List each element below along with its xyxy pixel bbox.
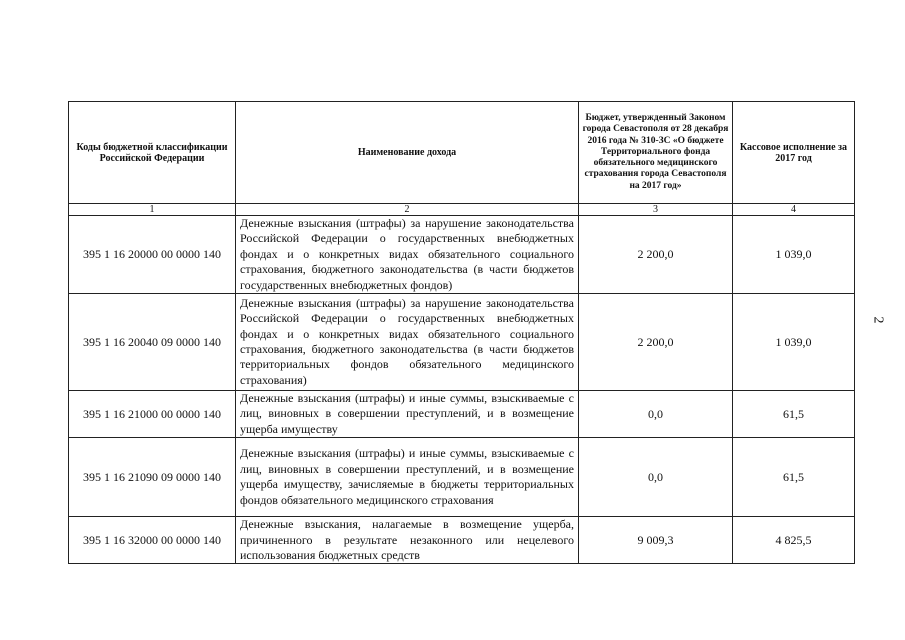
approved-budget-value: 2 200,0 (579, 294, 733, 391)
table-row (69, 216, 855, 294)
cash-execution-value: 1 039,0 (733, 216, 855, 294)
budget-code: 395 1 16 21000 00 0000 140 (69, 391, 236, 438)
page-number: 2 (870, 316, 886, 324)
approved-budget-value: 0,0 (579, 438, 733, 517)
table-row (69, 391, 855, 438)
budget-code: 395 1 16 20000 00 0000 140 (69, 216, 236, 294)
header-approved-budget: Бюджет, утвержденный Законом города Севастополя от 28 декабря 2016 года № 310-ЗС «О бюджете Территориального фонда обязательного медицинского страхования города Севастополя на 2017 год» (579, 102, 733, 204)
column-number: 1 (69, 204, 236, 216)
column-number-row (69, 204, 855, 216)
table-row (69, 438, 855, 517)
cash-execution-value: 61,5 (733, 438, 855, 517)
table-row (69, 294, 855, 391)
header-cash-execution: Кассовое исполнение за 2017 год (733, 102, 855, 204)
income-name: Денежные взыскания (штрафы) и иные суммы, взыскиваемые с лиц, виновных в совершении преступлений, и в возмещение ущерба имуществу, зачисляемые в бюджеты территориальных фондов обязательного медицинского страхования (236, 438, 579, 517)
table-header-row (69, 102, 855, 204)
header-income-name: Наименование дохода (236, 102, 579, 204)
budget-code: 395 1 16 20040 09 0000 140 (69, 294, 236, 391)
column-number: 2 (236, 204, 579, 216)
cash-execution-value: 61,5 (733, 391, 855, 438)
header-budget-codes: Коды бюджетной классификации Российской Федерации (69, 102, 236, 204)
table-row (69, 517, 855, 564)
column-number: 3 (579, 204, 733, 216)
budget-code: 395 1 16 32000 00 0000 140 (69, 517, 236, 564)
income-name: Денежные взыскания (штрафы) за нарушение законодательства Российской Федерации о государственных внебюджетных фондах и о конкретных видах обязательного социального страхования, бюджетного законодательства (в части бюджетов государственных внебюджетных фондов) (236, 216, 579, 294)
approved-budget-value: 0,0 (579, 391, 733, 438)
cash-execution-value: 4 825,5 (733, 517, 855, 564)
income-name: Денежные взыскания (штрафы) за нарушение законодательства Российской Федерации о государственных внебюджетных фондах и о конкретных видах обязательного социального страхования, бюджетного законодательства (в части бюджетов территориальных фондов обязательного медицинского страхования) (236, 294, 579, 391)
approved-budget-value: 2 200,0 (579, 216, 733, 294)
column-number: 4 (733, 204, 855, 216)
budget-code: 395 1 16 21090 09 0000 140 (69, 438, 236, 517)
income-name: Денежные взыскания (штрафы) и иные суммы, взыскиваемые с лиц, виновных в совершении преступлений, и в возмещение ущерба имуществу (236, 391, 579, 438)
budget-revenue-table (68, 101, 855, 564)
cash-execution-value: 1 039,0 (733, 294, 855, 391)
approved-budget-value: 9 009,3 (579, 517, 733, 564)
income-name: Денежные взыскания, налагаемые в возмещение ущерба, причиненного в результате незаконного или нецелевого использования бюджетных средств (236, 517, 579, 564)
